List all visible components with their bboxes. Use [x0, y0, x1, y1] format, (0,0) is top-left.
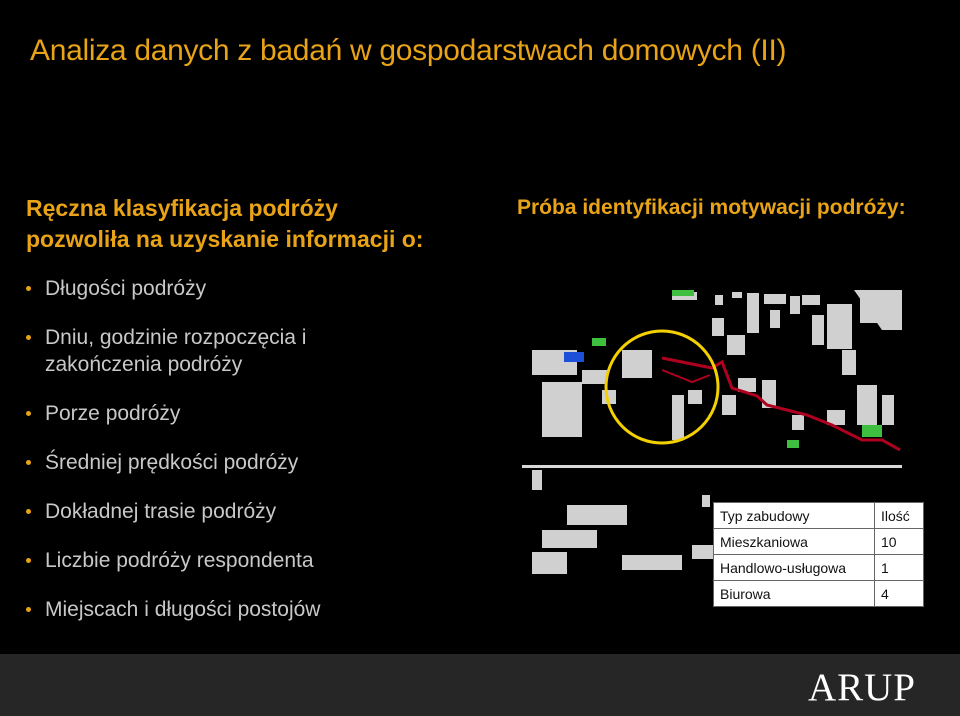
- bullet-item: Miejscach i długości postojów: [26, 596, 496, 623]
- right-heading: Próba identyfikacji motywacji podróży:: [517, 196, 906, 219]
- bullet-dot-icon: [26, 558, 31, 563]
- table-header-cell: Ilość: [875, 503, 924, 529]
- left-heading-line2: pozwoliła na uzyskanie informacji o:: [26, 226, 424, 252]
- table-header-cell: Typ zabudowy: [714, 503, 875, 529]
- bullet-item: Porze podróży: [26, 400, 496, 427]
- table-row: [714, 581, 924, 607]
- table-cell: Mieszkaniowa: [714, 529, 875, 555]
- left-heading: [26, 193, 506, 255]
- arup-logo: ARUP: [807, 666, 916, 709]
- bullet-dot-icon: [26, 286, 31, 291]
- bullet-item: Średniej prędkości podróży: [26, 449, 496, 476]
- table-cell: Biurowa: [714, 581, 875, 607]
- bullet-dot-icon: [26, 460, 31, 465]
- bullet-item: Liczbie podróży respondenta: [26, 547, 496, 574]
- bullet-list: [26, 275, 496, 623]
- table-cell: 4: [875, 581, 924, 607]
- bullet-item: Długości podróży: [26, 275, 496, 302]
- table-cell: 10: [875, 529, 924, 555]
- table-cell: Handlowo-usługowa: [714, 555, 875, 581]
- bullet-item: Dniu, godzinie rozpoczęcia i zakończenia podróży: [26, 324, 496, 378]
- highlight-circle: [606, 331, 718, 443]
- railway-line: [522, 465, 902, 468]
- building-type-table: [713, 502, 924, 607]
- table-cell: 1: [875, 555, 924, 581]
- green-highlight: [592, 338, 606, 346]
- slide-title: Analiza danych z badań w gospodarstwach domowych (II): [30, 34, 787, 67]
- footer-bar: [0, 654, 960, 716]
- bullet-dot-icon: [26, 411, 31, 416]
- bullet-dot-icon: [26, 607, 31, 612]
- bullet-dot-icon: [26, 509, 31, 514]
- table-header-row: [714, 503, 924, 529]
- left-heading-line1: Ręczna klasyfikacja podróży: [26, 195, 338, 221]
- bullet-item: Dokładnej trasie podróży: [26, 498, 496, 525]
- table-row: [714, 555, 924, 581]
- table-row: [714, 529, 924, 555]
- bullet-dot-icon: [26, 335, 31, 340]
- blue-highlight: [564, 352, 584, 362]
